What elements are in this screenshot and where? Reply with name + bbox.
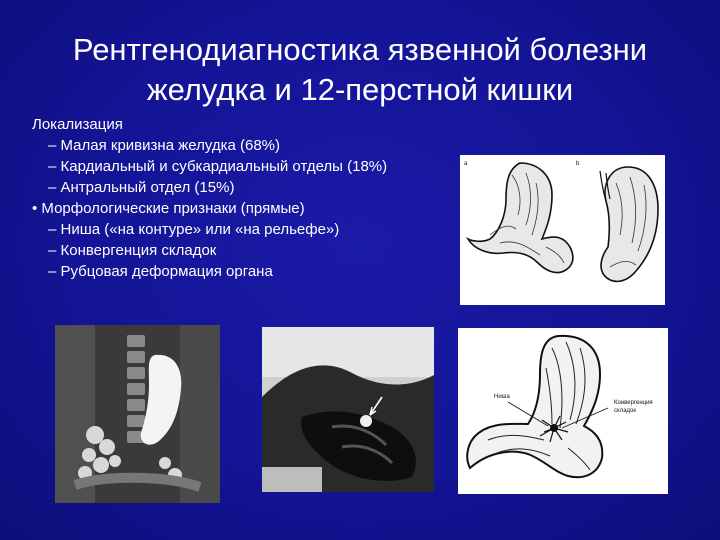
list-heading-morphology: • Морфологические признаки (прямые) [32,200,305,217]
figure-label-a: a [464,161,468,167]
stomach-drawings-figure [460,155,665,305]
bullet-list [32,114,462,282]
label-fold-convergence-line1: Конвергенция [614,400,653,406]
title-line-1: Рентгенодиагностика язвенной болезни [72,32,648,67]
list-item: – Конвергенция складок [48,242,217,259]
title-line-2: желудка и 12-перстной кишки [146,72,574,107]
list-item: – Ниша («на контуре» или «на рельефе») [48,221,340,238]
list-item: – Малая кривизна желудка (68%) [48,137,281,154]
label-fold-convergence-line2: складок [614,408,636,414]
xray-abdomen-image [55,325,220,503]
slide-title [20,30,700,110]
xray-ulcer-niche-image [262,327,434,492]
stomach-fold-convergence-diagram [458,328,668,494]
list-item: – Кардиальный и субкардиальный отделы (18%) [48,158,388,175]
figure-label-b: b [576,161,580,167]
list-item: – Рубцовая деформация органа [48,263,273,280]
list-item: – Антральный отдел (15%) [48,179,235,196]
list-heading-localization: Локализация [32,116,123,133]
label-niche: Ниша [494,394,510,400]
